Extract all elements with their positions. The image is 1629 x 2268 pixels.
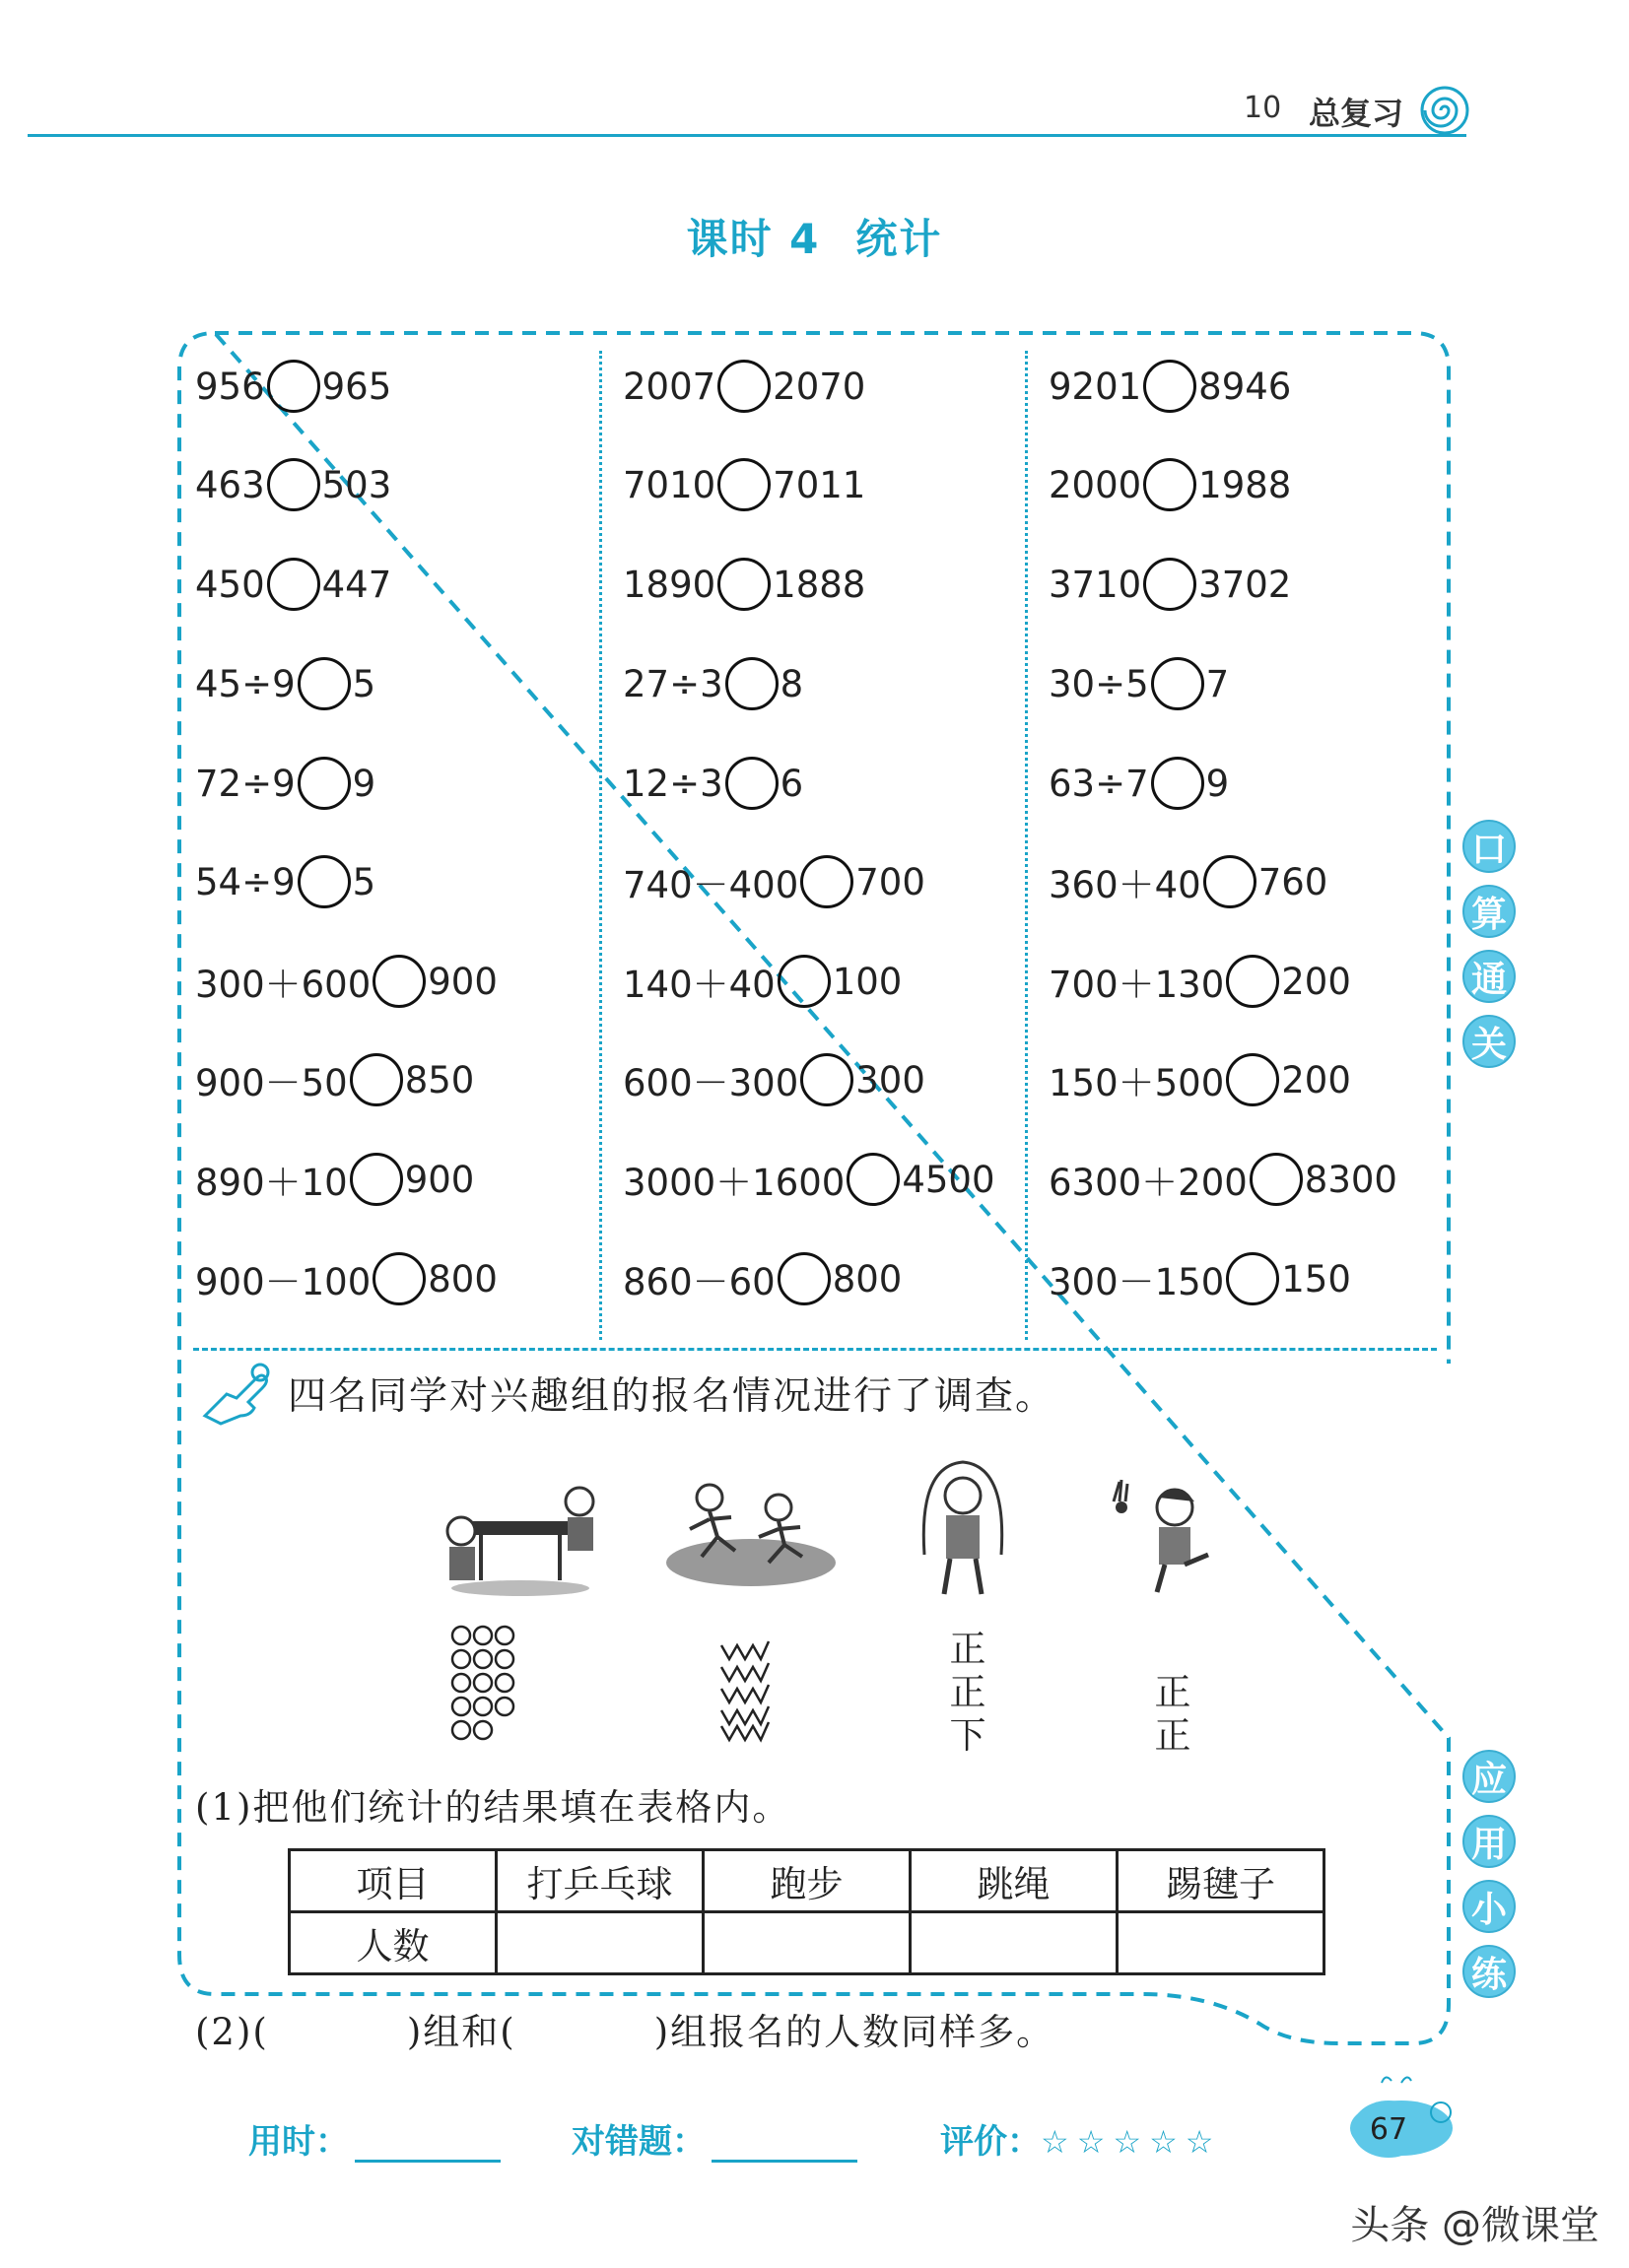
comparison-item: 900－100 800 (195, 1249, 498, 1308)
comparison-item: 6300＋200 8300 (1049, 1150, 1397, 1209)
comparison-item: 150＋500 200 (1049, 1050, 1351, 1109)
column-divider-1 (599, 351, 602, 1340)
question-part-2: (2)( )组和( )组报名的人数同样多。 (195, 2011, 1055, 2053)
comparison-item: 2000 1988 (1049, 455, 1291, 514)
answer-circle[interactable] (1143, 558, 1196, 611)
watermark: 头条 @微课堂 (1350, 2203, 1599, 2248)
running-icon (662, 1474, 840, 1592)
answer-circle[interactable] (373, 955, 426, 1008)
comparison-item: 63÷7 9 (1049, 754, 1229, 813)
answer-circle[interactable] (350, 1153, 403, 1206)
comparison-item: 600－300 300 (623, 1050, 925, 1109)
answer-circle[interactable] (1226, 955, 1279, 1008)
question-intro: 四名同学对兴趣组的报名情况进行了调查。 (288, 1374, 1056, 1419)
comparison-item: 740－400 700 (623, 852, 925, 911)
answer-circle[interactable] (1151, 757, 1204, 810)
footer-rating: 评价：☆☆☆☆☆ (940, 2122, 1222, 2162)
jump-rope-icon (909, 1456, 1017, 1604)
answer-circle[interactable] (725, 657, 779, 710)
table-header-cell: 跳绳 (911, 1850, 1118, 1912)
table-header-row (290, 1850, 1324, 1912)
table-row-label: 人数 (290, 1912, 497, 1974)
answer-circle[interactable] (717, 360, 771, 413)
answer-circle[interactable] (267, 558, 320, 611)
comparison-item: 9201 8946 (1049, 357, 1291, 416)
answer-circle[interactable] (267, 360, 320, 413)
rating-stars[interactable]: ☆☆☆☆☆ (1041, 2123, 1222, 2161)
errors-blank[interactable] (712, 2150, 857, 2163)
header-rule (28, 134, 1466, 137)
side-label-char: 通 (1462, 950, 1516, 1003)
comparison-item: 72÷9 9 (195, 754, 375, 813)
side-label-char: 小 (1462, 1880, 1516, 1933)
comparison-item: 700＋130 200 (1049, 952, 1351, 1011)
header-title: 总复习 (1309, 95, 1404, 132)
comparison-item: 890＋10 900 (195, 1150, 474, 1209)
table-header-cell: 打乒乓球 (497, 1850, 704, 1912)
question-part-1: (1)把他们统计的结果填在表格内。 (195, 1786, 791, 1829)
question-intro-row (197, 1358, 1055, 1429)
comparison-item: 1890 1888 (623, 555, 865, 614)
comparison-item: 300＋600 900 (195, 952, 498, 1011)
section-divider (193, 1348, 1437, 1351)
table-answer-cell[interactable] (911, 1912, 1118, 1974)
comparison-item: 140＋40 100 (623, 952, 902, 1011)
side-label-char: 口 (1462, 820, 1516, 873)
pointing-hand-icon (197, 1359, 274, 1428)
shuttlecock-tally: 正 正 (1154, 1671, 1191, 1757)
answer-circle[interactable] (1203, 855, 1256, 908)
header-number: 10 (1244, 91, 1282, 125)
answer-circle[interactable] (298, 855, 351, 908)
comparison-item: 54÷9 5 (195, 852, 375, 911)
comparison-item: 360＋40 760 (1049, 852, 1327, 911)
ping-pong-tally (449, 1624, 528, 1748)
lesson-topic: 统计 (855, 215, 943, 263)
footer-errors: 对错题： (572, 2114, 857, 2163)
comparison-item: 3000＋1600 4500 (623, 1150, 995, 1209)
answer-circle[interactable] (298, 657, 351, 710)
page-number: 67 (1352, 2101, 1425, 2158)
answer-circle[interactable] (778, 955, 831, 1008)
answer-circle[interactable] (717, 558, 771, 611)
comparison-item: 450 447 (195, 555, 391, 614)
table-answer-cell[interactable] (497, 1912, 704, 1974)
footer-time: 用时： (248, 2114, 501, 2163)
comparison-item: 956 965 (195, 357, 391, 416)
table-row (290, 1912, 1324, 1974)
comparison-item: 900－50 850 (195, 1050, 474, 1109)
answer-circle[interactable] (1151, 657, 1204, 710)
table-header-cell: 踢毽子 (1118, 1850, 1324, 1912)
answer-circle[interactable] (1143, 458, 1196, 511)
time-blank[interactable] (355, 2150, 501, 2163)
answer-circle[interactable] (350, 1053, 403, 1106)
comparison-item: 7010 7011 (623, 455, 865, 514)
ping-pong-icon (432, 1462, 609, 1600)
comparison-item: 45÷9 5 (195, 654, 375, 713)
swirl-icon (1419, 85, 1470, 136)
comparison-item: 463 503 (195, 455, 391, 514)
side-label-mental-math (1460, 820, 1518, 1080)
side-label-char: 应 (1462, 1750, 1516, 1803)
answer-circle[interactable] (1226, 1053, 1279, 1106)
answer-circle[interactable] (717, 458, 771, 511)
side-label-char: 算 (1462, 885, 1516, 938)
shuttlecock-icon (1100, 1472, 1228, 1600)
answer-circle[interactable] (800, 1053, 853, 1106)
lesson-title (0, 207, 1629, 266)
answer-circle[interactable] (373, 1252, 426, 1305)
answer-circle[interactable] (1250, 1153, 1303, 1206)
table-answer-cell[interactable] (704, 1912, 911, 1974)
table-header-cell: 跑步 (704, 1850, 911, 1912)
answer-circle[interactable] (1226, 1252, 1279, 1305)
column-divider-2 (1025, 351, 1028, 1340)
side-label-practice (1460, 1750, 1518, 2010)
survey-table (288, 1848, 1325, 1975)
comparison-item: 300－150 150 (1049, 1249, 1351, 1308)
comparison-item: 3710 3702 (1049, 555, 1291, 614)
jump-rope-tally: 正 正 下 (949, 1628, 986, 1757)
answer-circle[interactable] (847, 1153, 900, 1206)
answer-circle[interactable] (800, 855, 853, 908)
side-label-char: 练 (1462, 1945, 1516, 1998)
comparison-item: 30÷5 7 (1049, 654, 1229, 713)
answer-circle[interactable] (298, 757, 351, 810)
comparison-item: 860－60 800 (623, 1249, 902, 1308)
answer-circle[interactable] (778, 1252, 831, 1305)
table-header-cell: 项目 (290, 1850, 497, 1912)
comparison-item: 2007 2070 (623, 357, 865, 416)
lesson-label: 课时 4 (686, 215, 821, 263)
side-label-char: 关 (1462, 1015, 1516, 1068)
comparison-item: 27÷3 8 (623, 654, 803, 713)
answer-circle[interactable] (267, 458, 320, 511)
comparison-item: 12÷3 6 (623, 754, 803, 813)
answer-circle[interactable] (1143, 360, 1196, 413)
table-answer-cell[interactable] (1118, 1912, 1324, 1974)
answer-circle[interactable] (725, 757, 779, 810)
running-tally (717, 1637, 786, 1746)
side-label-char: 用 (1462, 1815, 1516, 1868)
